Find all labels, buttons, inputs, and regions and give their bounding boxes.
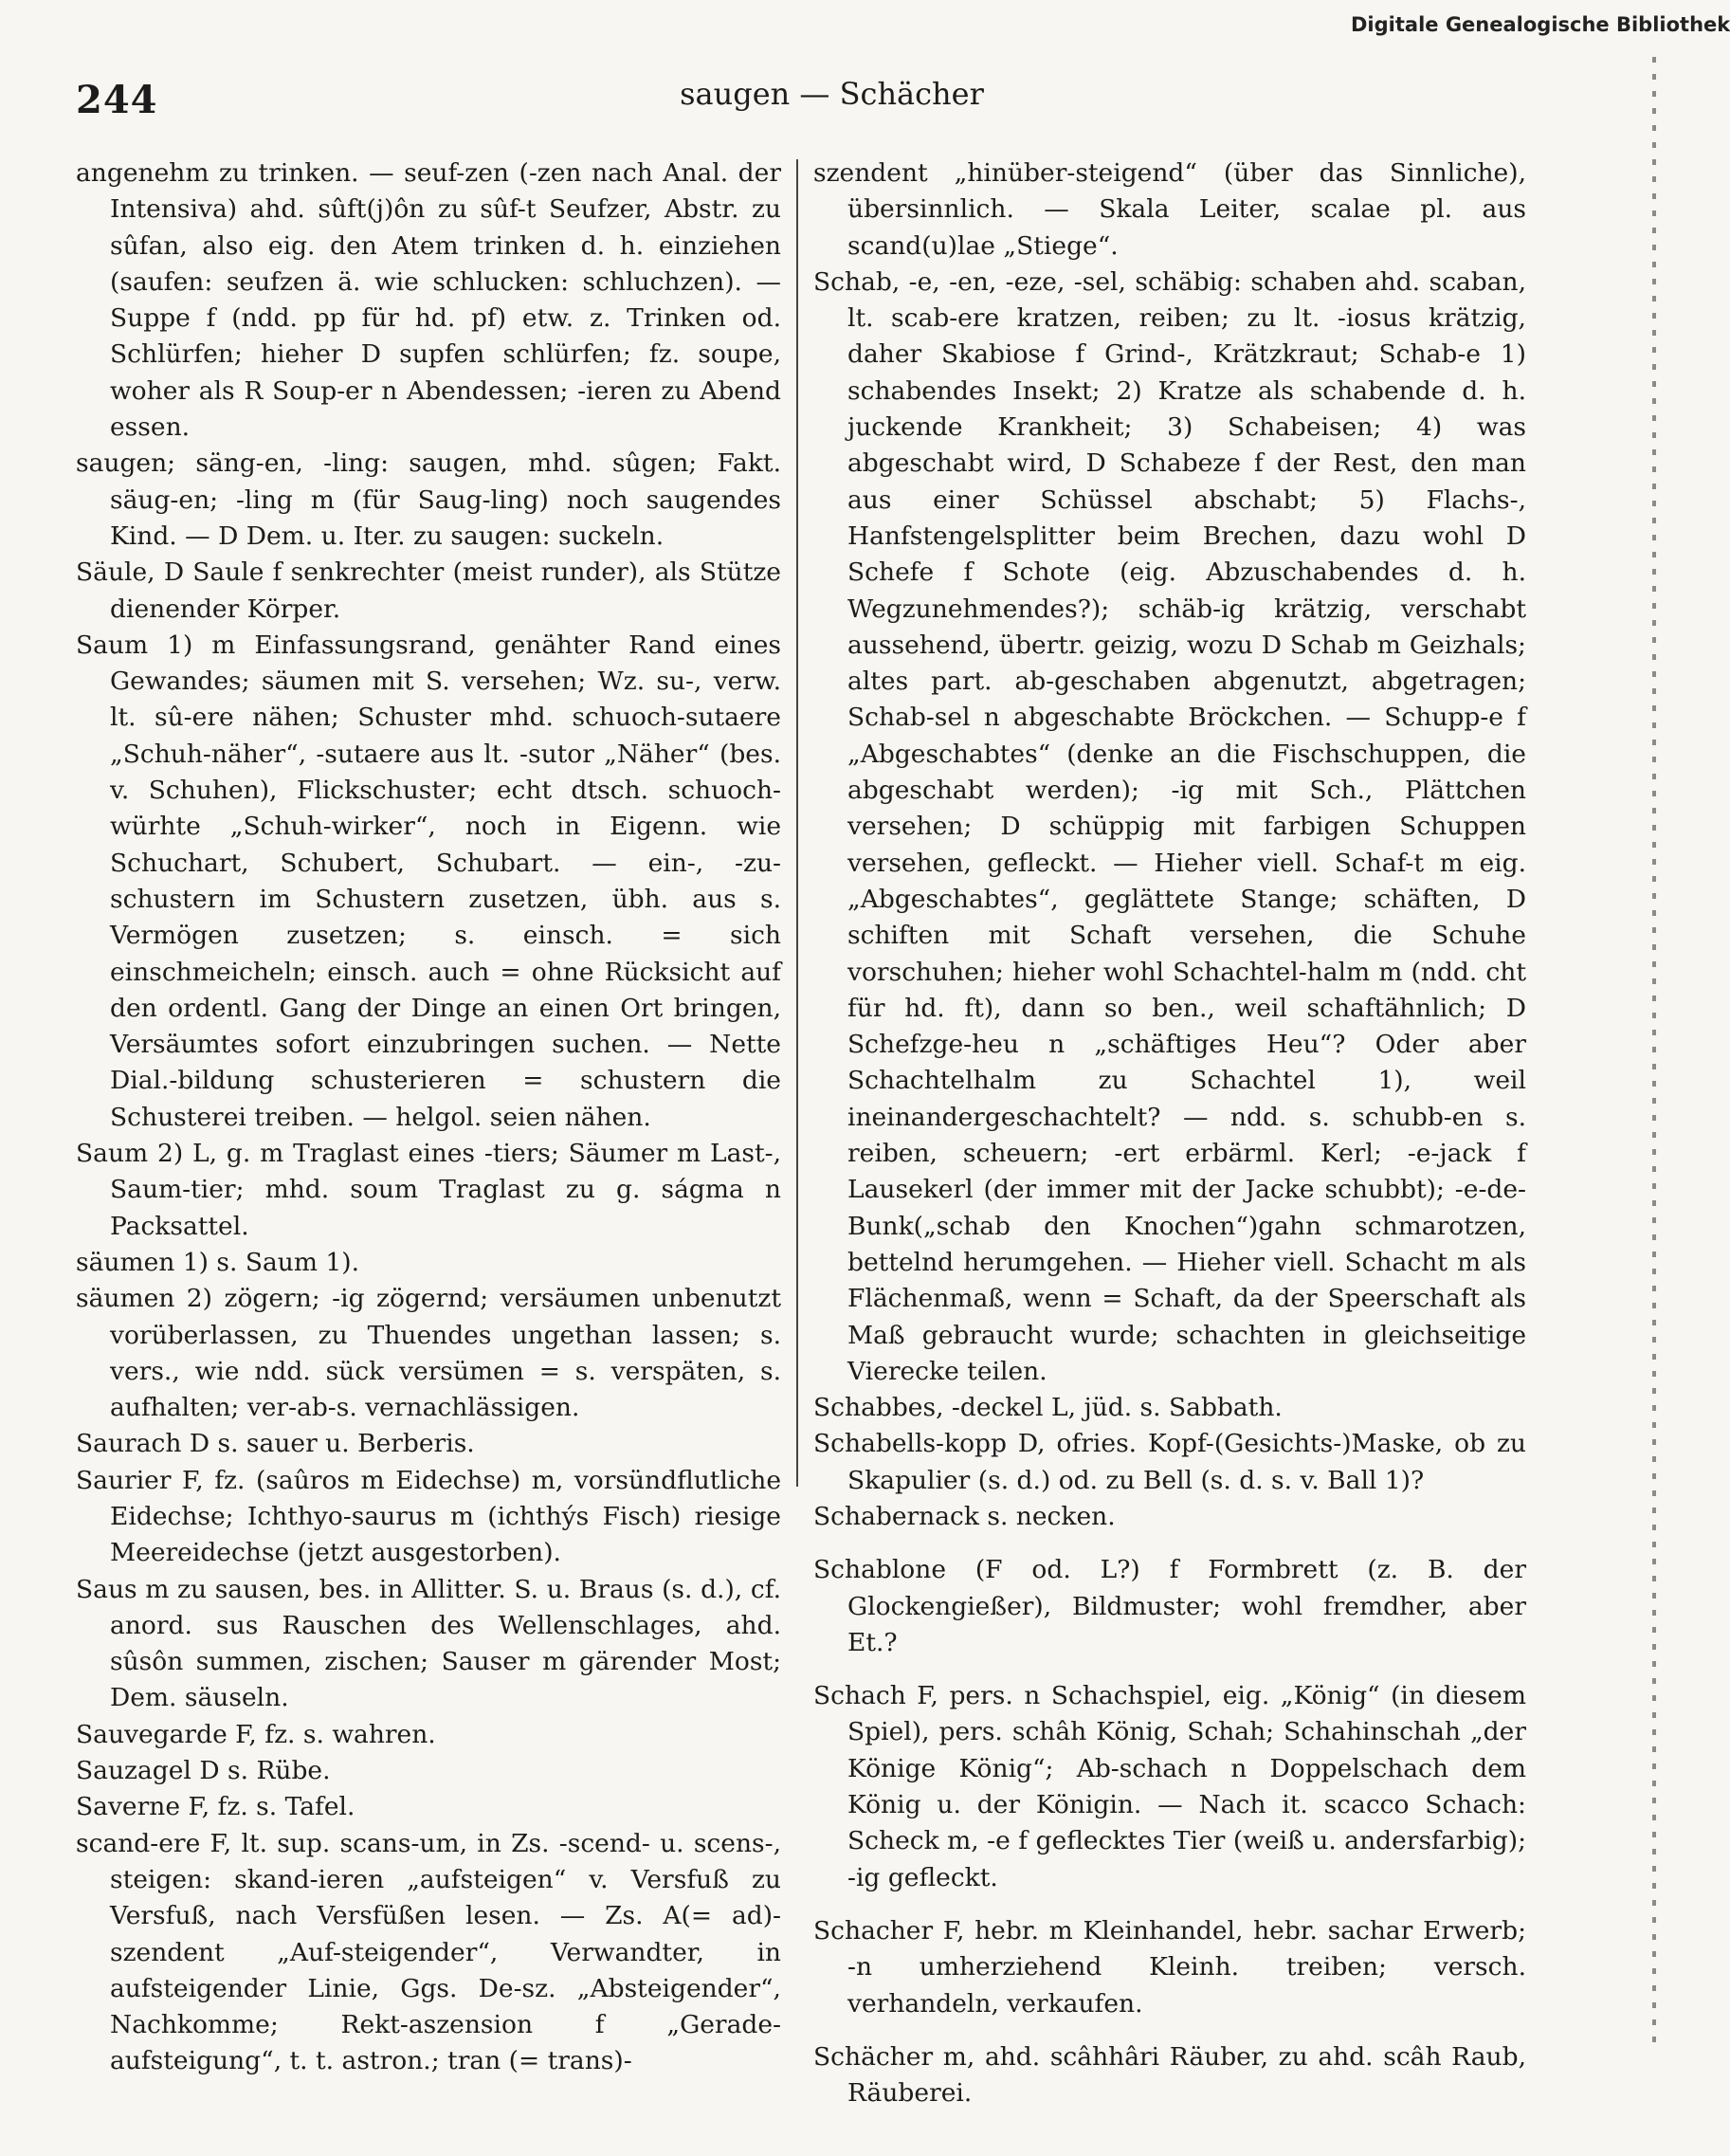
entry-schach: Schach F, pers. n Schachspiel, eig. „König“ (in diesem Spiel), pers. schâh König, Schah; Schahinschah „der Könige König“; Ab-schach n Doppelschach dem König u. der Königin. — Nach it. scacco Schach: Scheck m, -e f geflecktes Tier (weiß u. andersfarbig); -ig gefleckt. [813,1681,1526,1892]
running-head: saugen — Schächer [680,76,984,112]
entry-saus: Saus m zu sausen, bes. in Allitter. S. u. Braus (s. d.), cf. anord. sus Rauschen des Wellenschlages, ahd. sûsôn summen, zischen; Sauser m gärender Most; Dem. säuseln. [76,1574,781,1713]
entry-schab: Schab, -e, -en, -eze, -sel, schäbig: schaben ahd. scaban, lt. scab-ere kratzen, reiben; zu lt. -iosus krätzig, daher Skabiose f Grind-, Krätzkraut; Schab-e 1) schabendes Insekt; 2) Kratze als schabende d. h. juckende Krankheit; 3) Schabeisen; 4) was abgeschabt wird, D Schabeze f der Rest, den man aus einer Schüssel abschabt; 5) Flachs-, Hanfstengelsplitter beim Brechen, dazu wohl D Schefe f Schote (eig. Abzuschabendes d. h. Wegzunehmendes?); schäb-ig krätzig, verschabt aussehend, übertr. geizig, wozu D Schab m Geizhals; altes part. ab-geschaben abgenutzt, abgetragen; Schab-sel n abgeschabte Bröckchen. — Schupp-e f „Abgeschabtes“ (denke an die Fischschuppen, die abgeschabt werden); -ig mit Sch., Plättchen versehen; D schüppig mit farbigen Schuppen versehen, gefleckt. — Hieher viell. Schaf-t m eig. „Abgeschabtes“, geglättete Stange; schäften, D schiften mit Schaft versehen, die Schuhe vorschuhen; hieher wohl Schachtel-halm m (ndd. cht für hd. ft), dann so ben., weil schaftähnlich; D Schefzge-heu n „schäftiges Heu“? Oder aber Schachtelhalm zu Schachtel 1), weil ineinandergeschachtelt? — ndd. s. schubb-en s. reiben, scheuern; -ert erbärml. Kerl; -e-jack f Lausekerl (der immer mit der Jacke schubbt); -e-de-Bunk(„schab den Knochen“)gahn schmarotzen, bettelnd herumgehen. — Hieher viell. Schacht m als Flächenmaß, wenn = Schaft, da der Speerschaft als Maß gebraucht wurde; schachten in gleichseitige Vierecke teilen. [813,266,1526,1386]
entry-transzendent: szendent „hinüber-steigend“ (über das Sinnliche), übersinnlich. — Skala Leiter, scalae pl. aus scand(u)lae „Stiege“. [813,158,1526,261]
left-column [76,155,781,2080]
entry-schabernack: Schabernack s. necken. [813,1501,1116,1531]
entry-schabells-kopp: Schabells-kopp D, ofries. Kopf-(Gesichts-)Maske, ob zu Skapulier (s. d.) od. zu Bell (s. d. s. v. Ball 1)? [813,1429,1526,1495]
right-column [813,155,1526,2111]
entry-saurach: Saurach D s. sauer u. Berberis. [76,1429,475,1459]
entry-schabbes: Schabbes, -deckel L, jüd. s. Sabbath. [813,1393,1283,1423]
entry-seufzen: angenehm zu trinken. — seuf-zen (-zen nach Anal. der Intensiva) ahd. sûft(j)ôn zu sûf-t Seufzer, Abstr. zu sûfan, also eig. den Atem trinken d. h. einziehen (saufen: seufzen ä. wie schlucken: schluchzen). — Suppe f (ndd. pp für hd. pf) etw. z. Trinken od. Schlürfen; hieher D supfen schlürfen; fz. soupe, woher als R Soup-er n Abendessen; -ieren zu Abend essen. [76,158,781,443]
entry-saum-2: Saum 2) L, g. m Traglast eines -tiers; Säumer m Last-, Saum-tier; mhd. soum Traglast zu g. ságma n Packsattel. [76,1139,781,1241]
entry-saum-1: Saum 1) m Einfassungsrand, genähter Rand eines Gewandes; säumen mit S. versehen; Wz. su-, verw. lt. sû-ere nähen; Schuster mhd. schuoch-sutaere „Schuh-näher“, -sutaere aus lt. -sutor „Näher“ (bes. v. Schuhen), Flickschuster; echt dtsch. schuoch-würhte „Schuh-wirker“, noch in Eigenn. wie Schuchart, Schubert, Schubart. — ein-, -zu-schustern im Schustern zusetzen, übh. aus s. Vermögen zusetzen; s. einsch. = sich einschmeicheln; einsch. auch = ohne Rücksicht auf den ordentl. Gang der Dinge an einen Ort bringen, Versäumtes sofort einzubringen suchen. — Nette Dial.-bildung schusterieren = schustern die Schusterei treiben. — helgol. seien nähen. [76,630,781,1132]
entry-saurier: Saurier F, fz. (saûros m Eidechse) m, vorsündflutliche Eidechse; Ichthyo-saurus m (ichthýs Fisch) riesige Meereidechse (jetzt ausgestorben). [76,1465,781,1568]
entry-sauzagel: Sauzagel D s. Rübe. [76,1756,331,1786]
column-divider [796,159,798,1487]
entry-sauvegarde: Sauvegarde F, fz. s. wahren. [76,1719,436,1749]
entry-saugen: saugen; säng-en, -ling: saugen, mhd. sûgen; Fakt. säug-en; -ling m (für Saug-ling) noch saugendes Kind. — D Dem. u. Iter. zu saugen: suckeln. [76,448,781,551]
entry-saeule: Säule, D Saule f senkrechter (meist runder), als Stütze dienender Körper. [76,557,781,624]
entry-schacher: Schacher F, hebr. m Kleinhandel, hebr. sachar Erwerb; -n umherziehend Kleinh. treiben; versch. verhandeln, verkaufen. [813,1915,1526,2019]
entry-saeumen-2: säumen 2) zögern; -ig zögernd; versäumen unbenutzt vorüberlassen, zu Thuendes ungethan lassen; s. vers., wie ndd. sück versümen = s. verspäten, s. aufhalten; ver-ab-s. vernachlässigen. [76,1284,781,1423]
page-number: 244 [76,78,158,122]
library-watermark: Digitale Genealogische Bibliothek [1351,13,1730,36]
scan-edge-artifact [1652,57,1656,2048]
entry-scandere: scand-ere F, lt. sup. scans-um, in Zs. -scend- u. scens-, steigen: skand-ieren „aufsteigen“ v. Versfuß zu Versfuß, nach Versfüßen lesen. — Zs. A(= ad)-szendent „Auf-steigender“, Verwandter, in aufsteigender Linie, Ggs. De-sz. „Absteigender“, Nachkomme; Rekt-aszension f „Gerade-aufsteigung“, t. t. astron.; tran (= trans)- [76,1828,781,2076]
entry-schaecher: Schächer m, ahd. scâhhâri Räuber, zu ahd. scâh Raub, Räuberei. [813,2041,1526,2109]
entry-saeumen-1: säumen 1) s. Saum 1). [76,1247,360,1277]
entry-schablone: Schablone (F od. L?) f Formbrett (z. B. der Glockengießer), Bildmuster; wohl fremdher, aber Et.? [813,1555,1526,1657]
entry-saverne: Saverne F, fz. s. Tafel. [76,1792,355,1822]
